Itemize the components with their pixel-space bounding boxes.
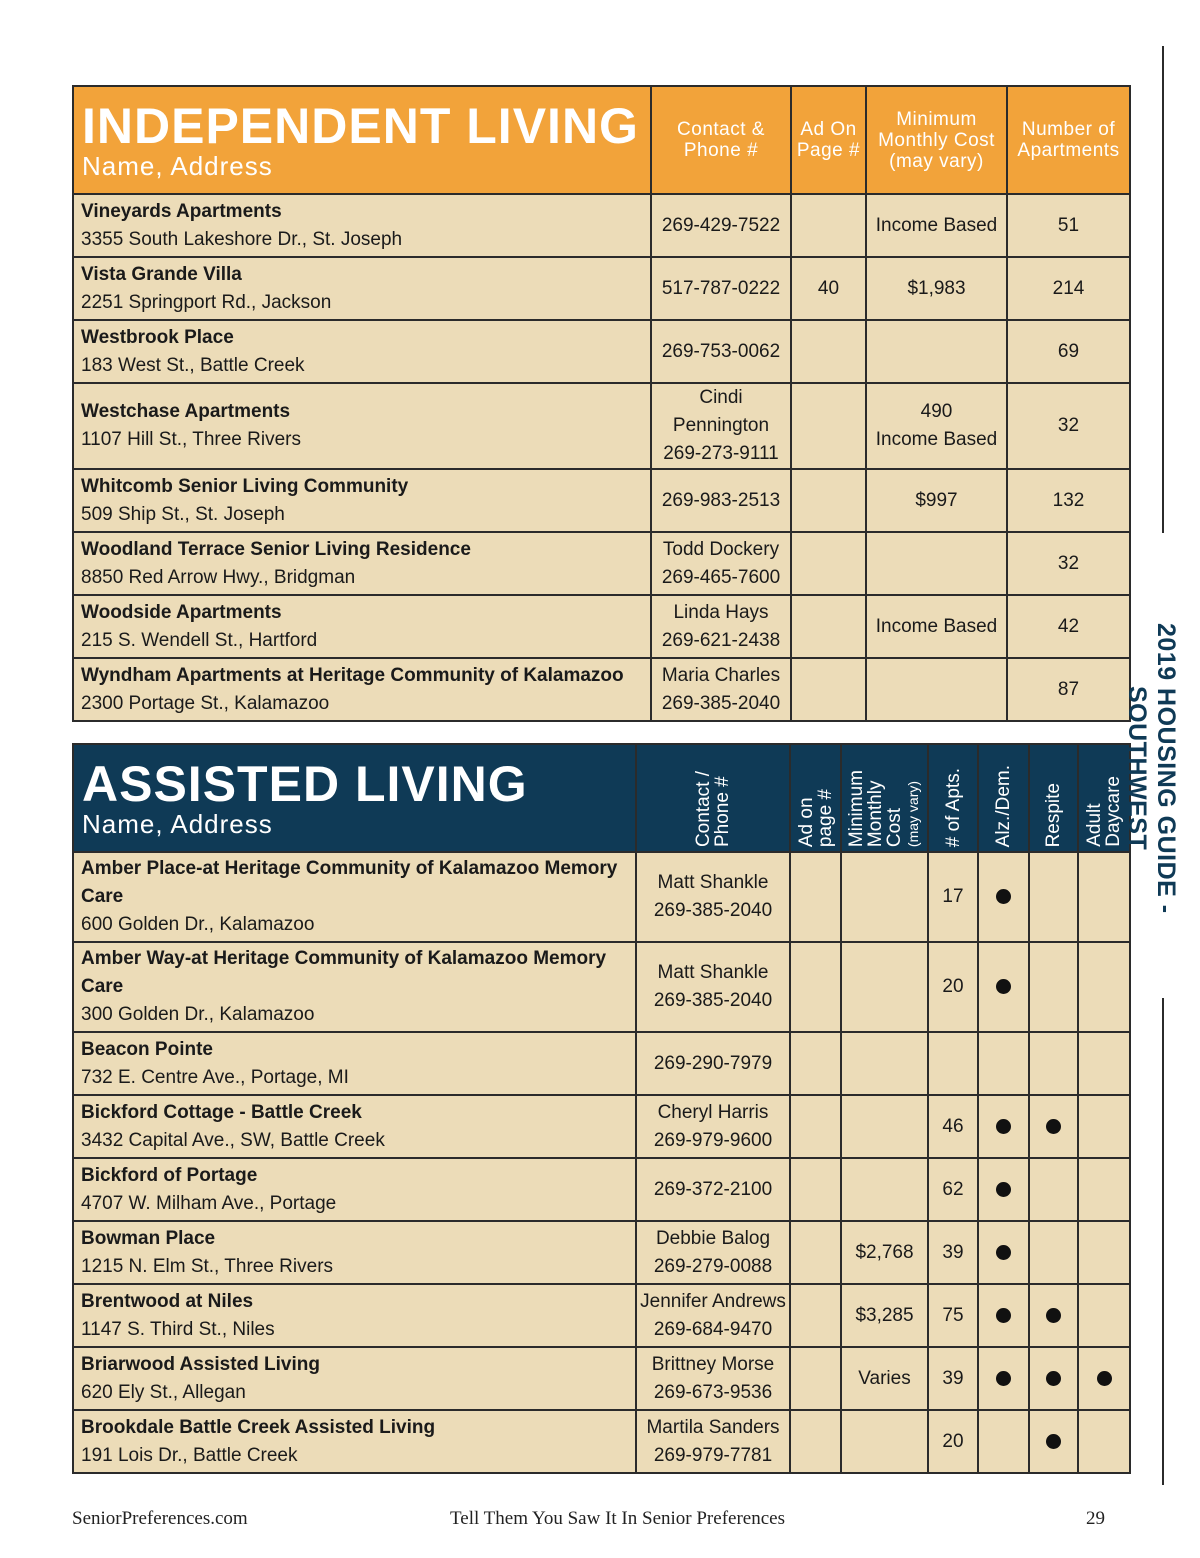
facility-name: Wyndham Apartments at Heritage Community of Kalamazoo: [81, 664, 624, 686]
respite-cell: [1029, 1347, 1078, 1410]
facility-cell: [73, 1032, 636, 1095]
ad-page-cell: [791, 595, 866, 658]
alz-dot-icon: [996, 889, 1011, 904]
min-cost-cell: [866, 595, 1007, 658]
contact-phone-cell: [651, 658, 791, 721]
table-row: [73, 320, 1130, 383]
assisted-header-row: [73, 744, 1130, 852]
table-row: [73, 532, 1130, 595]
table-row: [73, 1284, 1130, 1347]
contact-phone-cell: [651, 595, 791, 658]
ad-page-cell: [791, 658, 866, 721]
contact-phone-cell: [651, 320, 791, 383]
apartments-cell: [1007, 320, 1130, 383]
side-label: 2019 HOUSING GUIDE - SOUTHWEST: [1123, 622, 1180, 914]
min-cost-cell: [866, 320, 1007, 383]
facility-cell: [73, 194, 651, 257]
respite-cell: [1029, 852, 1078, 942]
contact-phone-cell: [651, 532, 791, 595]
apartments-cell: [928, 1284, 978, 1347]
phone-number: 269-372-2100: [653, 1178, 773, 1200]
table-row: [73, 194, 1130, 257]
apartment-count: 32: [1057, 415, 1080, 436]
table-row: [73, 942, 1130, 1032]
phone-number: 269-273-9111: [663, 443, 779, 464]
col-num-apts: # of Apts.: [928, 744, 978, 852]
facility-address: 1147 S. Third St., Niles: [81, 1318, 275, 1340]
facility-cell: [73, 658, 651, 721]
apartment-count: 75: [942, 1304, 964, 1326]
apartments-cell: [1007, 532, 1130, 595]
apartment-count: 20: [942, 1430, 964, 1452]
ad-page: 40: [817, 277, 840, 299]
ad-page-cell: [790, 1347, 841, 1410]
facility-name: Beacon Pointe: [81, 1038, 213, 1060]
min-cost-cell: [841, 1410, 928, 1473]
independent-section-header: [73, 86, 651, 194]
apartment-count: 132: [1052, 489, 1085, 511]
side-rule-top: [1162, 46, 1164, 533]
respite-cell: [1029, 942, 1078, 1032]
apartments-cell: [928, 1347, 978, 1410]
ad-page-cell: [790, 1410, 841, 1473]
respite-cell: [1029, 1095, 1078, 1158]
phone-number: 269-290-7979: [653, 1052, 773, 1074]
independent-living-table: [72, 85, 1131, 722]
facility-address: 215 S. Wendell St., Hartford: [81, 629, 318, 651]
facility-cell: [73, 1095, 636, 1158]
respite-dot-icon: [1046, 1371, 1061, 1386]
min-cost-cell: [866, 257, 1007, 320]
phone-number: 269-983-2513: [661, 489, 781, 511]
facility-cell: [73, 1221, 636, 1284]
apartments-cell: [928, 852, 978, 942]
facility-name: Bickford of Portage: [81, 1164, 258, 1186]
min-cost: 490: [920, 401, 953, 422]
facility-address: 732 E. Centre Ave., Portage, MI: [81, 1066, 349, 1088]
footer-website[interactable]: SeniorPreferences.com: [72, 1508, 248, 1529]
contact-phone-cell: [636, 1032, 790, 1095]
apartment-count: 32: [1057, 552, 1080, 574]
facility-name: Brookdale Battle Creek Assisted Living: [81, 1416, 436, 1438]
table-row: [73, 1347, 1130, 1410]
apartment-count: 51: [1057, 214, 1080, 236]
facility-name: Bowman Place: [81, 1227, 216, 1249]
contact-phone-cell: [651, 194, 791, 257]
table-row: [73, 595, 1130, 658]
ad-page-cell: [791, 194, 866, 257]
contact-name: Maria Charles: [661, 664, 781, 686]
col-contact-phone: Contact / Phone #: [636, 744, 790, 852]
contact-phone-cell: [651, 257, 791, 320]
facility-address: 3432 Capital Ave., SW, Battle Creek: [81, 1129, 385, 1151]
table-row: [73, 469, 1130, 532]
ad-page-cell: [790, 1221, 841, 1284]
col-respite: Respite: [1029, 744, 1078, 852]
facility-name: Westchase Apartments: [81, 401, 291, 422]
apartments-cell: [928, 942, 978, 1032]
section-subtitle: Name, Address: [82, 809, 273, 839]
table-row: [73, 1095, 1130, 1158]
facility-name: Brentwood at Niles: [81, 1290, 254, 1312]
respite-cell: [1029, 1221, 1078, 1284]
facility-name: Whitcomb Senior Living Community: [81, 475, 409, 497]
phone-number: 269-979-7781: [653, 1444, 773, 1466]
table-row: [73, 383, 1130, 469]
apartment-count: 39: [942, 1367, 964, 1389]
table-row: [73, 257, 1130, 320]
apartment-count: 39: [942, 1241, 964, 1263]
ad-page-cell: [791, 320, 866, 383]
section-subtitle: Name, Address: [82, 151, 273, 181]
phone-number: 517-787-0222: [661, 277, 781, 299]
page-number: 29: [1086, 1508, 1105, 1529]
min-cost-cell: [841, 1347, 928, 1410]
facility-cell: [73, 320, 651, 383]
col-min-cost: Minimum Monthly Cost (may vary): [841, 744, 928, 852]
alz-cell: [978, 1158, 1029, 1221]
col-ad-page: Ad On Page #: [791, 86, 866, 194]
ad-page-cell: [790, 1284, 841, 1347]
contact-phone-cell: [636, 1284, 790, 1347]
facility-name: Westbrook Place: [81, 326, 234, 348]
facility-name: Amber Way-at Heritage Community of Kalamazoo Memory Care: [81, 948, 607, 997]
contact-name: Debbie Balog: [655, 1227, 771, 1249]
table-row: [73, 1410, 1130, 1473]
min-cost: $2,768: [855, 1241, 914, 1263]
contact-name: Todd Dockery: [662, 538, 780, 560]
apartments-cell: [928, 1158, 978, 1221]
alz-cell: [978, 1284, 1029, 1347]
alz-dot-icon: [996, 1371, 1011, 1386]
ad-page-cell: [791, 383, 866, 469]
alz-dot-icon: [996, 979, 1011, 994]
table-row: [73, 1032, 1130, 1095]
apartment-count: 214: [1052, 277, 1085, 299]
ad-page-cell: [791, 257, 866, 320]
facility-cell: [73, 1284, 636, 1347]
facility-name: Briarwood Assisted Living: [81, 1353, 320, 1375]
phone-number: 269-385-2040: [653, 990, 773, 1011]
contact-name: Brittney Morse: [651, 1353, 775, 1375]
ad-page-cell: [790, 1032, 841, 1095]
facility-cell: [73, 595, 651, 658]
apartments-cell: [1007, 257, 1130, 320]
contact-name: Jennifer Andrews: [640, 1290, 786, 1312]
daycare-cell: [1078, 942, 1130, 1032]
facility-address: 2300 Portage St., Kalamazoo: [81, 692, 330, 714]
facility-name: Woodland Terrace Senior Living Residence: [81, 538, 471, 560]
apartments-cell: [928, 1221, 978, 1284]
contact-phone-cell: [636, 942, 790, 1032]
contact-name: Linda Hays: [673, 601, 769, 623]
phone-number: 269-385-2040: [653, 900, 773, 921]
daycare-cell: [1078, 1410, 1130, 1473]
facility-cell: [73, 1410, 636, 1473]
alz-cell: [978, 1410, 1029, 1473]
facility-address: 191 Lois Dr., Battle Creek: [81, 1444, 298, 1466]
min-cost: Income Based: [875, 214, 998, 236]
alz-dot-icon: [996, 1119, 1011, 1134]
apartments-cell: [928, 1032, 978, 1095]
table-row: [73, 852, 1130, 942]
contact-phone-cell: [636, 1095, 790, 1158]
contact-name: Cindi Pennington: [672, 387, 770, 436]
table-row: [73, 1158, 1130, 1221]
facility-address: 1215 N. Elm St., Three Rivers: [81, 1255, 334, 1277]
apartment-count: 42: [1057, 615, 1080, 637]
facility-name: Vista Grande Villa: [81, 263, 242, 285]
col-ad-page: Ad on page #: [790, 744, 841, 852]
facility-cell: [73, 852, 636, 942]
min-cost-cell: [866, 658, 1007, 721]
respite-cell: [1029, 1284, 1078, 1347]
contact-phone-cell: [636, 1410, 790, 1473]
contact-phone-cell: [651, 469, 791, 532]
facility-name: Amber Place-at Heritage Community of Kalamazoo Memory Care: [81, 858, 618, 907]
ad-page-cell: [790, 1158, 841, 1221]
alz-dot-icon: [996, 1245, 1011, 1260]
contact-name: Matt Shankle: [657, 962, 769, 983]
facility-name: Vineyards Apartments: [81, 200, 282, 222]
alz-dot-icon: [996, 1308, 1011, 1323]
facility-address: 3355 South Lakeshore Dr., St. Joseph: [81, 228, 403, 250]
min-cost: Income Based: [875, 615, 998, 637]
ad-page-cell: [790, 852, 841, 942]
col-alz-dem: Alz./Dem.: [978, 744, 1029, 852]
alz-dot-icon: [996, 1182, 1011, 1197]
min-cost-cell: [841, 1158, 928, 1221]
table-row: [73, 658, 1130, 721]
alz-cell: [978, 942, 1029, 1032]
contact-name: Matt Shankle: [657, 872, 769, 893]
apartments-cell: [1007, 595, 1130, 658]
min-cost-cell: [841, 1221, 928, 1284]
daycare-cell: [1078, 852, 1130, 942]
apartment-count: 46: [942, 1115, 964, 1137]
min-cost: $3,285: [855, 1304, 914, 1326]
facility-address: 620 Ely St., Allegan: [81, 1381, 246, 1403]
contact-phone-cell: [636, 1221, 790, 1284]
phone-number: 269-465-7600: [661, 566, 781, 588]
facility-cell: [73, 1158, 636, 1221]
respite-dot-icon: [1046, 1308, 1061, 1323]
apartments-cell: [928, 1095, 978, 1158]
ad-page-cell: [791, 532, 866, 595]
min-cost-cell: [841, 852, 928, 942]
independent-header-row: [73, 86, 1130, 194]
min-cost: Varies: [858, 1367, 911, 1389]
contact-phone-cell: [636, 1158, 790, 1221]
min-cost: $1,983: [907, 277, 966, 299]
footer-tagline: Tell Them You Saw It In Senior Preferences: [450, 1508, 785, 1529]
ad-page-cell: [791, 469, 866, 532]
alz-cell: [978, 1095, 1029, 1158]
facility-cell: [73, 383, 651, 469]
facility-address: 2251 Springport Rd., Jackson: [81, 291, 332, 313]
facility-cell: [73, 469, 651, 532]
respite-cell: [1029, 1410, 1078, 1473]
facility-address: 4707 W. Milham Ave., Portage: [81, 1192, 337, 1214]
ad-page-cell: [790, 942, 841, 1032]
respite-dot-icon: [1046, 1119, 1061, 1134]
col-contact-phone: Contact & Phone #: [651, 86, 791, 194]
facility-address: 600 Golden Dr., Kalamazoo: [81, 914, 315, 935]
section-title: ASSISTED LIVING: [82, 756, 528, 812]
contact-phone-cell: [651, 383, 791, 469]
respite-cell: [1029, 1032, 1078, 1095]
apartment-count: 87: [1057, 678, 1080, 700]
daycare-cell: [1078, 1158, 1130, 1221]
daycare-cell: [1078, 1095, 1130, 1158]
facility-address: 300 Golden Dr., Kalamazoo: [81, 1004, 315, 1025]
min-cost-note: Income Based: [875, 429, 998, 450]
facility-address: 1107 Hill St., Three Rivers: [81, 429, 301, 450]
min-cost-cell: [866, 532, 1007, 595]
facility-cell: [73, 257, 651, 320]
side-rule-bottom: [1162, 998, 1164, 1485]
min-cost-cell: [841, 1095, 928, 1158]
daycare-dot-icon: [1097, 1371, 1112, 1386]
facility-name: Woodside Apartments: [81, 601, 282, 623]
col-num-apartments: Number of Apartments: [1007, 86, 1130, 194]
contact-name: Cheryl Harris: [657, 1101, 769, 1123]
phone-number: 269-279-0088: [653, 1255, 773, 1277]
ad-page-cell: [790, 1095, 841, 1158]
phone-number: 269-429-7522: [661, 214, 781, 236]
facility-address: 8850 Red Arrow Hwy., Bridgman: [81, 566, 356, 588]
min-cost-cell: [841, 942, 928, 1032]
phone-number: 269-621-2438: [661, 629, 781, 651]
facility-cell: [73, 1347, 636, 1410]
phone-number: 269-673-9536: [653, 1381, 773, 1403]
facility-cell: [73, 532, 651, 595]
apartments-cell: [1007, 658, 1130, 721]
phone-number: 269-385-2040: [661, 692, 781, 714]
assisted-section-header: [73, 744, 636, 852]
alz-cell: [978, 1221, 1029, 1284]
contact-phone-cell: [636, 1347, 790, 1410]
assisted-living-table: [72, 743, 1131, 1474]
alz-cell: [978, 1347, 1029, 1410]
alz-cell: [978, 852, 1029, 942]
col-adult-daycare: Adult Daycare: [1078, 744, 1130, 852]
respite-dot-icon: [1046, 1434, 1061, 1449]
min-cost-cell: [866, 383, 1007, 469]
daycare-cell: [1078, 1221, 1130, 1284]
phone-number: 269-684-9470: [653, 1318, 773, 1340]
contact-phone-cell: [636, 852, 790, 942]
apartment-count: 20: [942, 976, 964, 997]
alz-cell: [978, 1032, 1029, 1095]
respite-cell: [1029, 1158, 1078, 1221]
daycare-cell: [1078, 1347, 1130, 1410]
phone-number: 269-979-9600: [653, 1129, 773, 1151]
phone-number: 269-753-0062: [661, 340, 781, 362]
daycare-cell: [1078, 1284, 1130, 1347]
apartments-cell: [928, 1410, 978, 1473]
daycare-cell: [1078, 1032, 1130, 1095]
min-cost-cell: [841, 1284, 928, 1347]
table-row: [73, 1221, 1130, 1284]
apartment-count: 69: [1057, 340, 1080, 362]
apartments-cell: [1007, 383, 1130, 469]
apartment-count: 62: [942, 1178, 964, 1200]
col-min-cost: Minimum Monthly Cost (may vary): [866, 86, 1007, 194]
apartments-cell: [1007, 469, 1130, 532]
section-title: INDEPENDENT LIVING: [82, 98, 639, 154]
min-cost: $997: [915, 489, 958, 511]
facility-address: 183 West St., Battle Creek: [81, 354, 305, 376]
min-cost-cell: [866, 194, 1007, 257]
facility-cell: [73, 942, 636, 1032]
apartment-count: 17: [942, 886, 964, 907]
min-cost-cell: [866, 469, 1007, 532]
contact-name: Martila Sanders: [646, 1416, 780, 1438]
facility-name: Bickford Cottage - Battle Creek: [81, 1101, 362, 1123]
apartments-cell: [1007, 194, 1130, 257]
facility-address: 509 Ship St., St. Joseph: [81, 503, 285, 525]
min-cost-cell: [841, 1032, 928, 1095]
